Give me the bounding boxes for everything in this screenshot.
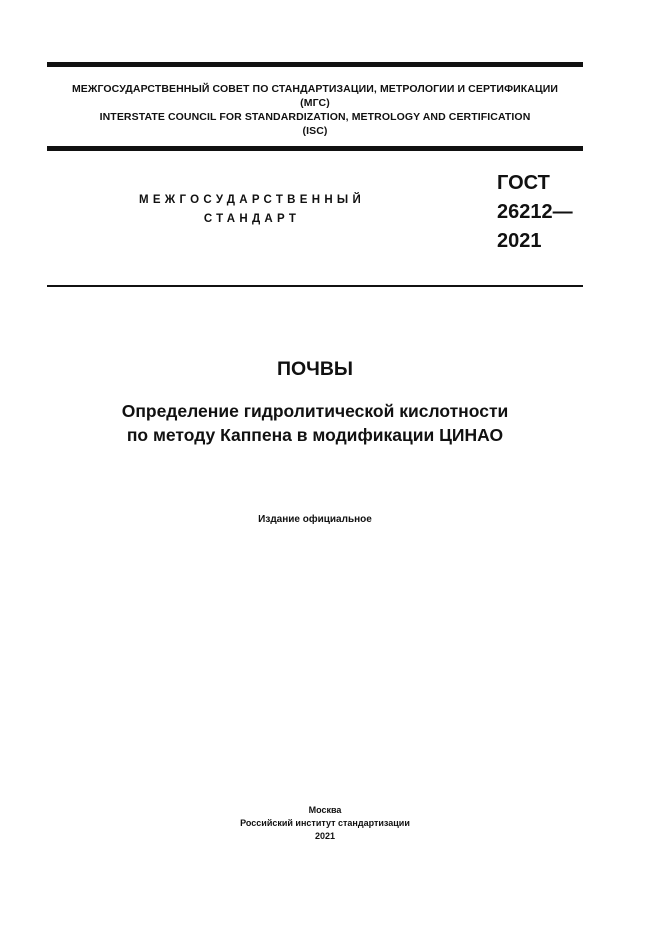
imprint-year: 2021	[314, 831, 336, 841]
council-abbr-en: (ISC)	[302, 125, 328, 137]
middle-rule	[47, 146, 583, 151]
top-rule	[47, 62, 583, 67]
gost-year: 2021	[497, 230, 542, 252]
standard-type-line2: СТАНДАРТ	[203, 213, 301, 225]
gost-designation	[497, 169, 573, 256]
standard-type-line1: МЕЖГОСУДАРСТВЕННЫЙ	[138, 194, 366, 206]
gost-prefix: ГОСТ	[497, 172, 550, 194]
document-subtitle	[0, 399, 630, 447]
document-title: ПОЧВЫ	[276, 358, 354, 380]
council-abbr-ru: (МГС)	[300, 97, 330, 109]
council-header	[47, 82, 583, 138]
imprint-city: Москва	[308, 805, 342, 815]
subtitle-line1: Определение гидролитической кислотности	[121, 401, 509, 421]
subtitle-line2: по методу Каппена в модификации ЦИНАО	[126, 425, 504, 445]
bottom-rule	[47, 285, 583, 287]
imprint-publisher: Российский институт стандартизации	[240, 818, 410, 828]
publisher-imprint	[0, 804, 650, 843]
council-name-ru: МЕЖГОСУДАРСТВЕННЫЙ СОВЕТ ПО СТАНДАРТИЗАЦИИ, МЕТРОЛОГИИ И СЕРТИФИКАЦИИ	[71, 83, 559, 95]
gost-number: 26212—	[497, 201, 573, 223]
edition-note: Издание официальное	[258, 514, 372, 525]
council-name-en: INTERSTATE COUNCIL FOR STANDARDIZATION, METROLOGY AND CERTIFICATION	[99, 111, 531, 123]
